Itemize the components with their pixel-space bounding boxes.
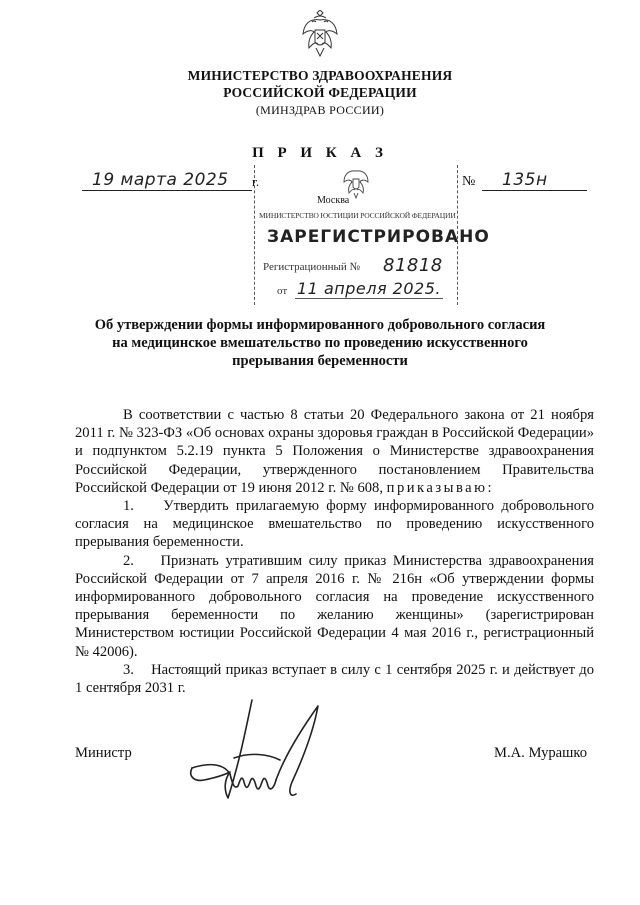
item-3 xyxy=(75,661,594,697)
item-1-number: 1. xyxy=(123,498,134,515)
date-underline xyxy=(82,190,252,191)
registration-stamp xyxy=(254,165,490,305)
item-1-text: Утвердить прилагаемую форму информированного добровольного согласия на медицинское вмешательство по проведению искусственного прерывания беременности. xyxy=(75,498,594,551)
stamp-registered: ЗАРЕГИСТРИРОВАНО xyxy=(267,227,490,247)
stamp-date-underline xyxy=(295,298,443,299)
stamp-ministry: МИНИСТЕРСТВО ЮСТИЦИИ РОССИЙСКОЙ ФЕДЕРАЦИИ xyxy=(259,211,456,220)
subject-line1: Об утверждении формы информированного добровольного согласия xyxy=(94,317,546,333)
ministry-abbreviation: (МИНЗДРАВ РОССИИ) xyxy=(255,103,385,117)
item-3-text: Настоящий приказ вступает в силу с 1 сентября 2025 г. и действует до 1 сентября 2031 г. xyxy=(75,661,595,697)
order-word: приказываю: xyxy=(386,479,495,496)
signatory-name: М.А. Мурашко xyxy=(494,745,588,761)
item-1 xyxy=(75,497,594,552)
handwritten-signature xyxy=(180,698,340,810)
coat-of-arms-emblem xyxy=(300,10,340,60)
item-2-text: Признать утратившим силу приказ Министерства здравоохранения Российской Федерации от 7 апреля 2016 г. № 216н «Об утверждении формы информированного добровольного согласия на проведение искусственного прерывания беременности по желанию женщины» (зарегистрирован Министерством юстиции Российской Федерации 4 мая 2016 г., регистрационный № 42006). xyxy=(75,552,594,660)
stamp-registration-number: 81818 xyxy=(383,255,443,276)
stamp-registration-label: Регистрационный № xyxy=(263,261,361,273)
stamp-city: Москва xyxy=(317,195,350,206)
subject-line3: прерывания беременности xyxy=(232,353,408,369)
order-number-label: № xyxy=(462,174,476,189)
document-type-title: П Р И К А З xyxy=(252,145,388,161)
item-2-number: 2. xyxy=(123,552,134,569)
preamble-paragraph xyxy=(75,406,594,497)
ministry-name-line1: МИНИСТЕРСТВО ЗДРАВООХРАНЕНИЯ xyxy=(187,68,453,83)
ministry-name-line2: РОССИЙСКОЙ ФЕДЕРАЦИИ xyxy=(223,85,417,100)
number-underline xyxy=(482,190,587,191)
order-number-handwritten: 135н xyxy=(502,170,548,190)
order-subject xyxy=(60,316,580,370)
subject-line2: на медицинское вмешательство по проведению искусственного xyxy=(112,335,528,351)
preamble-text: В соответствии с частью 8 статьи 20 Федерального закона от 21 ноября 2011 г. № 323-ФЗ «Об основах охраны здоровья граждан в Российской Федерации» и подпунктом 5.2.19 пункта 5 Положения о Министерстве здравоохранения Российской Федерации, утвержденного постановлением Правительства Российской Федерации от 19 июня 2012 г. № 608, xyxy=(75,407,594,496)
signatory-position: Министр xyxy=(75,745,132,761)
order-body xyxy=(75,406,594,697)
item-3-number: 3. xyxy=(123,661,134,678)
order-date-handwritten: 19 марта 2025 xyxy=(92,170,229,190)
stamp-date-handwritten: 11 апреля 2025. xyxy=(297,279,441,298)
order-date-suffix: г. xyxy=(252,174,260,189)
stamp-date-prefix: от xyxy=(277,285,288,297)
item-2 xyxy=(75,552,594,661)
